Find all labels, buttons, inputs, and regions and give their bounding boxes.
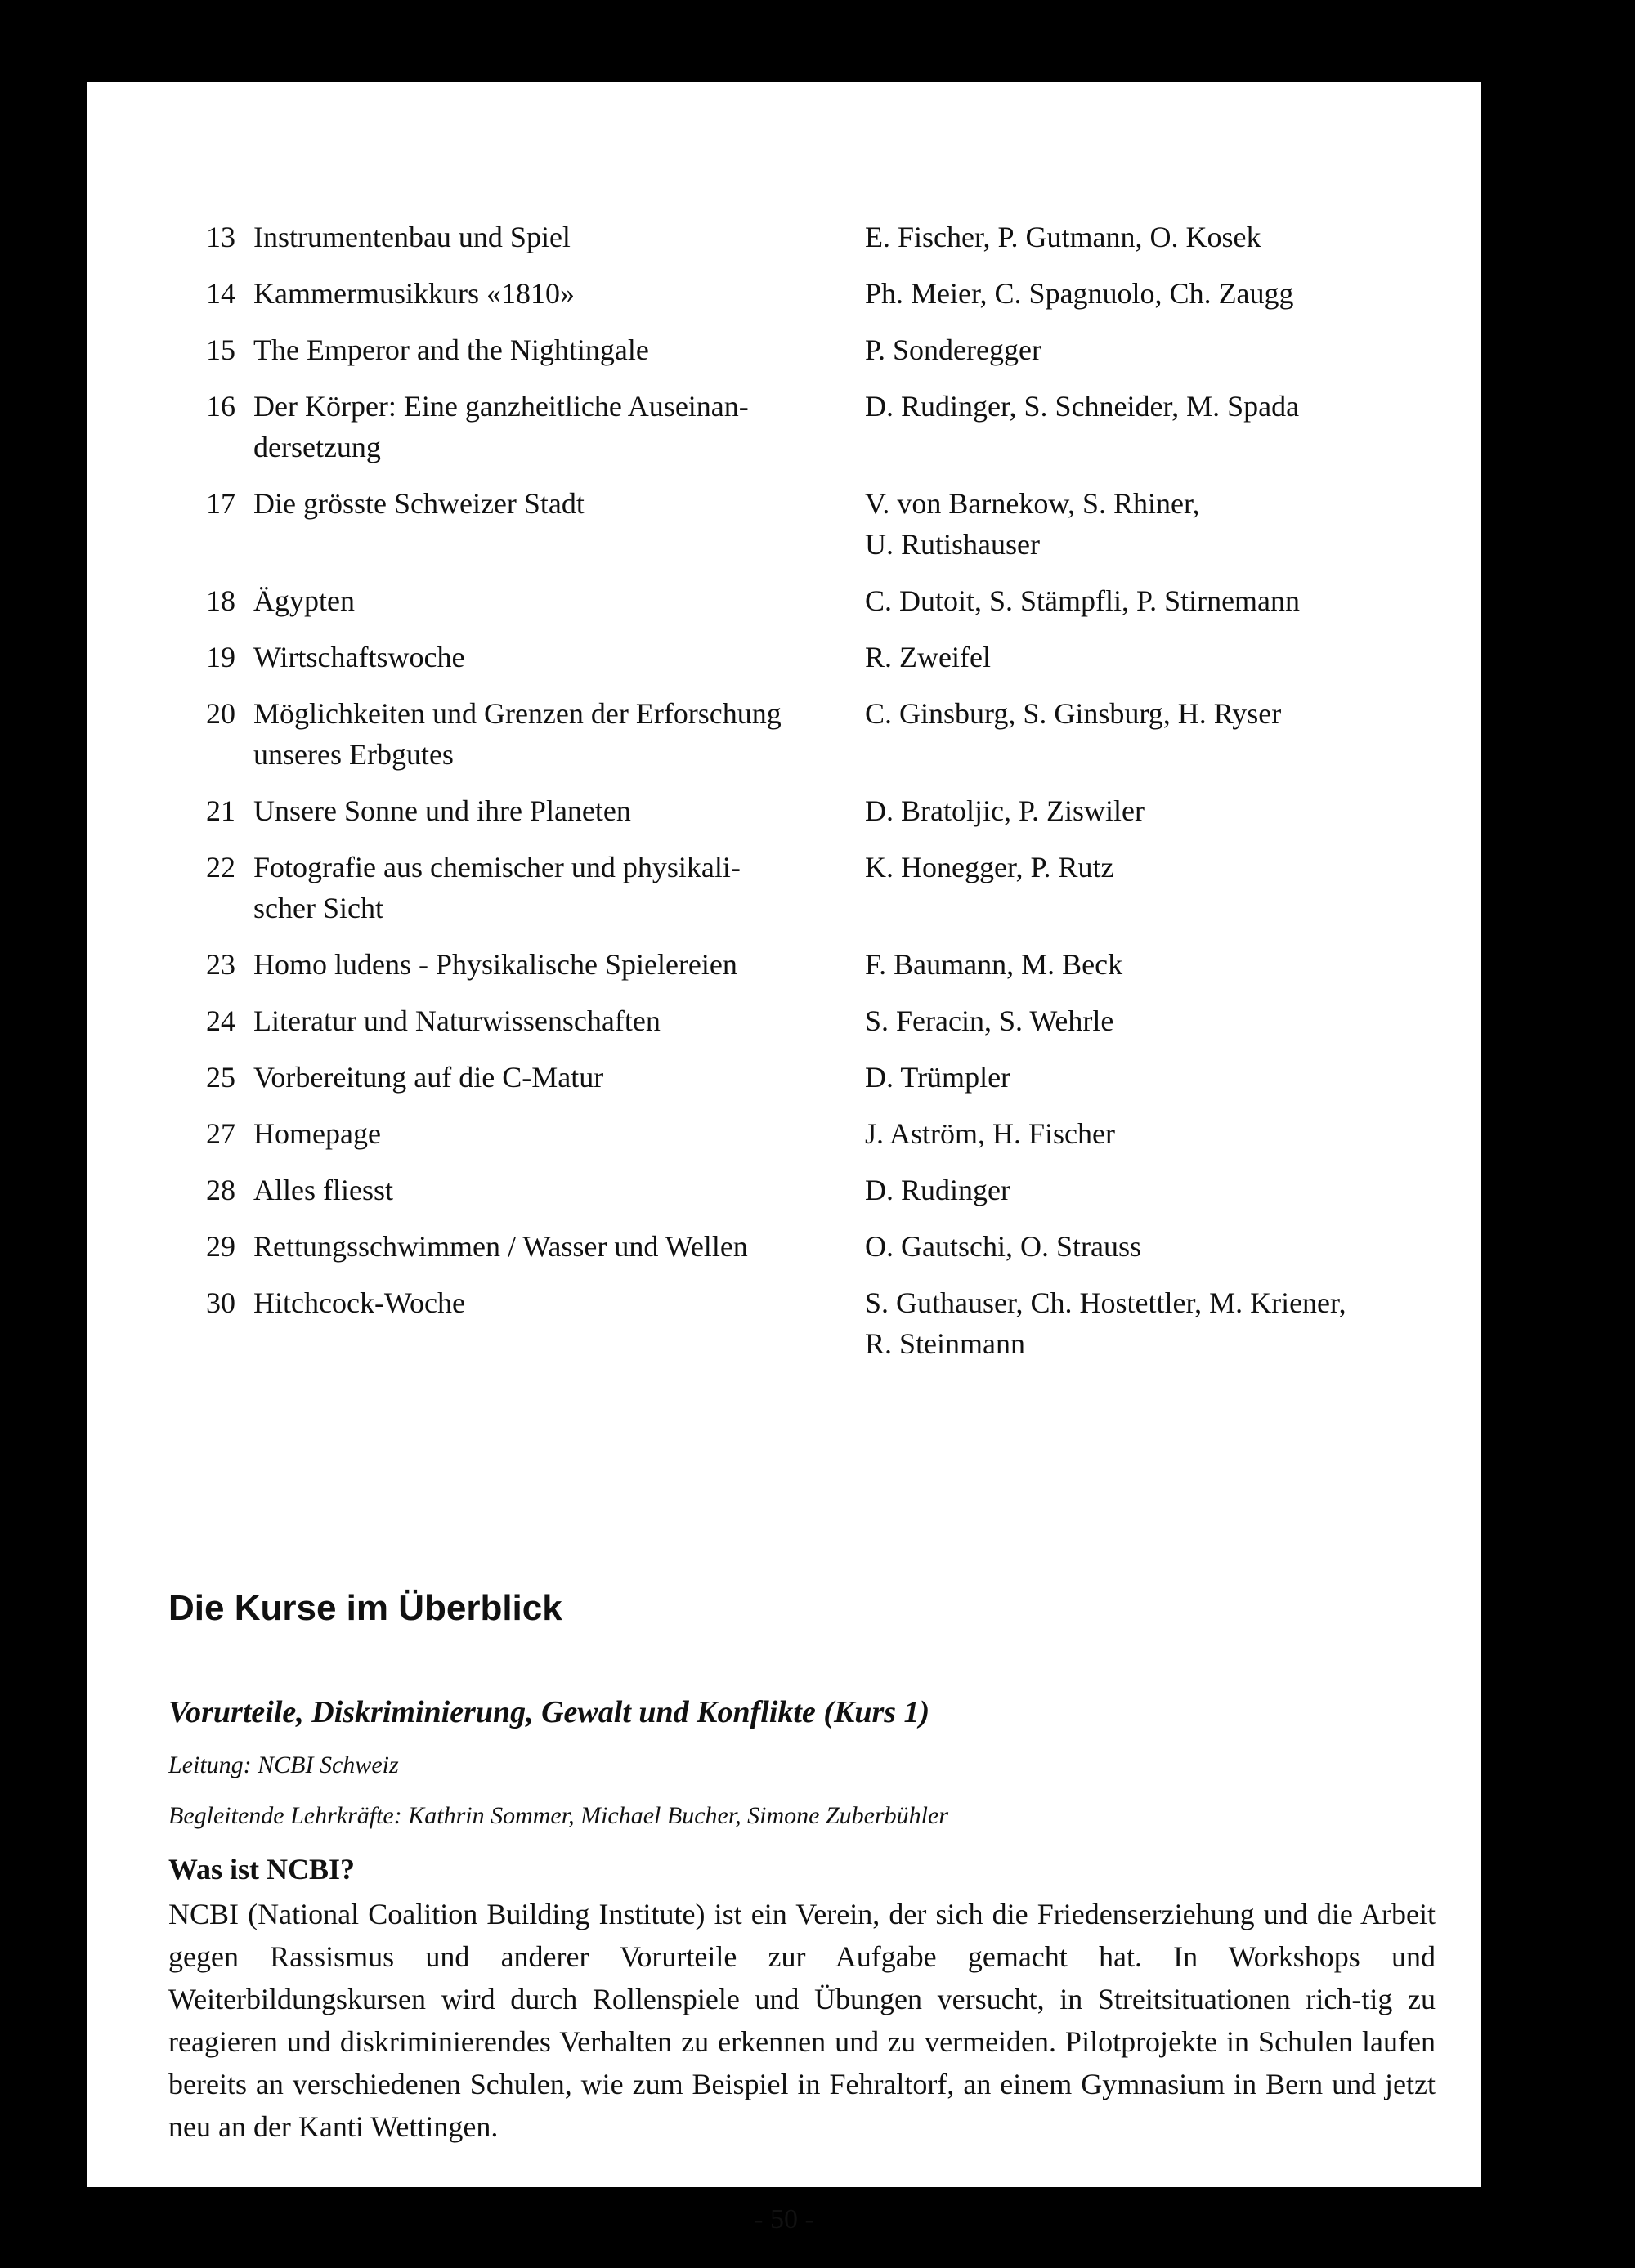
course-leaders: S. Feracin, S. Wehrle [865,1004,1114,1037]
course-title-cell: The Emperor and the Nightingale [253,333,649,366]
course-list [177,217,1452,1380]
course-title-cell: Vorbereitung auf die C-Matur [253,1061,604,1094]
course-leaders: V. von Barnekow, S. Rhiner, U. Rutishauser [865,487,1200,561]
course-row [177,944,1452,985]
question-heading: Was ist NCBI? [168,1853,356,1886]
course-title-cell: Homepage [253,1117,381,1150]
course-number: 15 [206,333,235,366]
document-page [87,82,1481,2234]
course-title-cell: Fotografie aus chemischer und physikali- scher Sicht [253,851,741,924]
course-number: 18 [206,584,235,617]
course-row [177,273,1452,314]
course-leaders: F. Baumann, M. Beck [865,948,1123,981]
course-leaders: D. Rudinger [865,1174,1010,1206]
description-paragraph: NCBI (National Coalition Building Institute) ist ein Verein, der sich die Friedenserziehung und die Arbeit gegen Rassismus und anderer Vorurteile zur Aufgabe gemacht hat. In Workshops und Weiterbildungskursen wird durch Rollenspiele und Übungen versucht, in Streitsituationen rich-tig zu reagieren und diskriminierendes Verhalten zu erkennen und zu vermeiden. Pilotprojekte in Schulen laufen bereits an verschiedenen Schulen, wie zum Beispiel in Fehraltorf, an einem Gymnasium in Bern und jetzt neu an der Kanti Wettingen. [168,1898,1436,2143]
course-number: 13 [206,221,235,253]
course-row [177,483,1452,565]
course-title-cell: Unsere Sonne und ihre Planeten [253,794,631,827]
course-number: 14 [206,277,235,310]
course-leaders: E. Fischer, P. Gutmann, O. Kosek [865,221,1261,253]
course-row [177,217,1452,257]
course-title-cell: Literatur und Naturwissenschaften [253,1004,661,1037]
course-title-cell: Kammermusikkurs «1810» [253,277,575,310]
page-number: - 50 - [754,2204,814,2234]
course-number: 16 [206,390,235,423]
course-row [177,1113,1452,1154]
course-row [177,790,1452,831]
course-number: 23 [206,948,235,981]
course-teachers: Begleitende Lehrkräfte: Kathrin Sommer, Michael Bucher, Simone Zuberbühler [168,1802,948,1829]
course-row [177,1000,1452,1041]
course-row [177,847,1452,928]
course-title-cell: Instrumentenbau und Spiel [253,221,571,253]
course-number: 19 [206,641,235,673]
course-title-cell: Der Körper: Eine ganzheitliche Auseinan- dersetzung [253,390,749,463]
course-title-cell: Rettungsschwimmen / Wasser und Wellen [253,1230,748,1263]
course-number: 20 [206,697,235,730]
course-leaders: K. Honegger, P. Rutz [865,851,1114,883]
course-row [177,693,1452,775]
course-leaders: R. Zweifel [865,641,991,673]
course-title-cell: Wirtschaftswoche [253,641,465,673]
course-leaders: P. Sonderegger [865,333,1041,366]
course-leaders: O. Gautschi, O. Strauss [865,1230,1141,1263]
course-title-cell: Die grösste Schweizer Stadt [253,487,585,520]
course-row [177,1226,1452,1267]
course-number: 24 [206,1004,235,1037]
course-row [177,1170,1452,1210]
course-number: 21 [206,794,235,827]
course-row [177,1057,1452,1098]
course-number: 25 [206,1061,235,1094]
course-number: 28 [206,1174,235,1206]
course-number: 17 [206,487,235,520]
course-number: 22 [206,851,235,883]
course-title-cell: Homo ludens - Physikalische Spielereien [253,948,737,981]
course-leaders: D. Bratoljic, P. Ziswiler [865,794,1144,827]
course-leaders: D. Rudinger, S. Schneider, M. Spada [865,390,1300,423]
course-number: 30 [206,1286,235,1319]
course-title: Vorurteile, Diskriminierung, Gewalt und Konflikte (Kurs 1) [168,1695,930,1729]
course-leitung: Leitung: NCBI Schweiz [168,1751,399,1778]
course-title-cell: Hitchcock-Woche [253,1286,465,1319]
course-title-cell: Ägypten [253,584,355,617]
course-title-cell: Alles fliesst [253,1174,393,1206]
course-description [168,1692,1436,2148]
course-leaders: C. Ginsburg, S. Ginsburg, H. Ryser [865,697,1282,730]
course-leaders: Ph. Meier, C. Spagnuolo, Ch. Zaugg [865,277,1294,310]
course-number: 29 [206,1230,235,1263]
course-leaders: J. Aström, H. Fischer [865,1117,1115,1150]
course-row [177,329,1452,370]
section-heading: Die Kurse im Überblick [168,1588,562,1628]
course-row [177,386,1452,467]
course-row [177,580,1452,621]
course-title-cell: Möglichkeiten und Grenzen der Erforschung unseres Erbgutes [253,697,782,771]
course-leaders: D. Trümpler [865,1061,1011,1094]
course-leaders: C. Dutoit, S. Stämpfli, P. Stirnemann [865,584,1301,617]
course-row [177,637,1452,678]
course-row [177,1282,1452,1364]
course-number: 27 [206,1117,235,1150]
course-leaders: S. Guthauser, Ch. Hostettler, M. Kriener, R. Steinmann [865,1286,1346,1360]
